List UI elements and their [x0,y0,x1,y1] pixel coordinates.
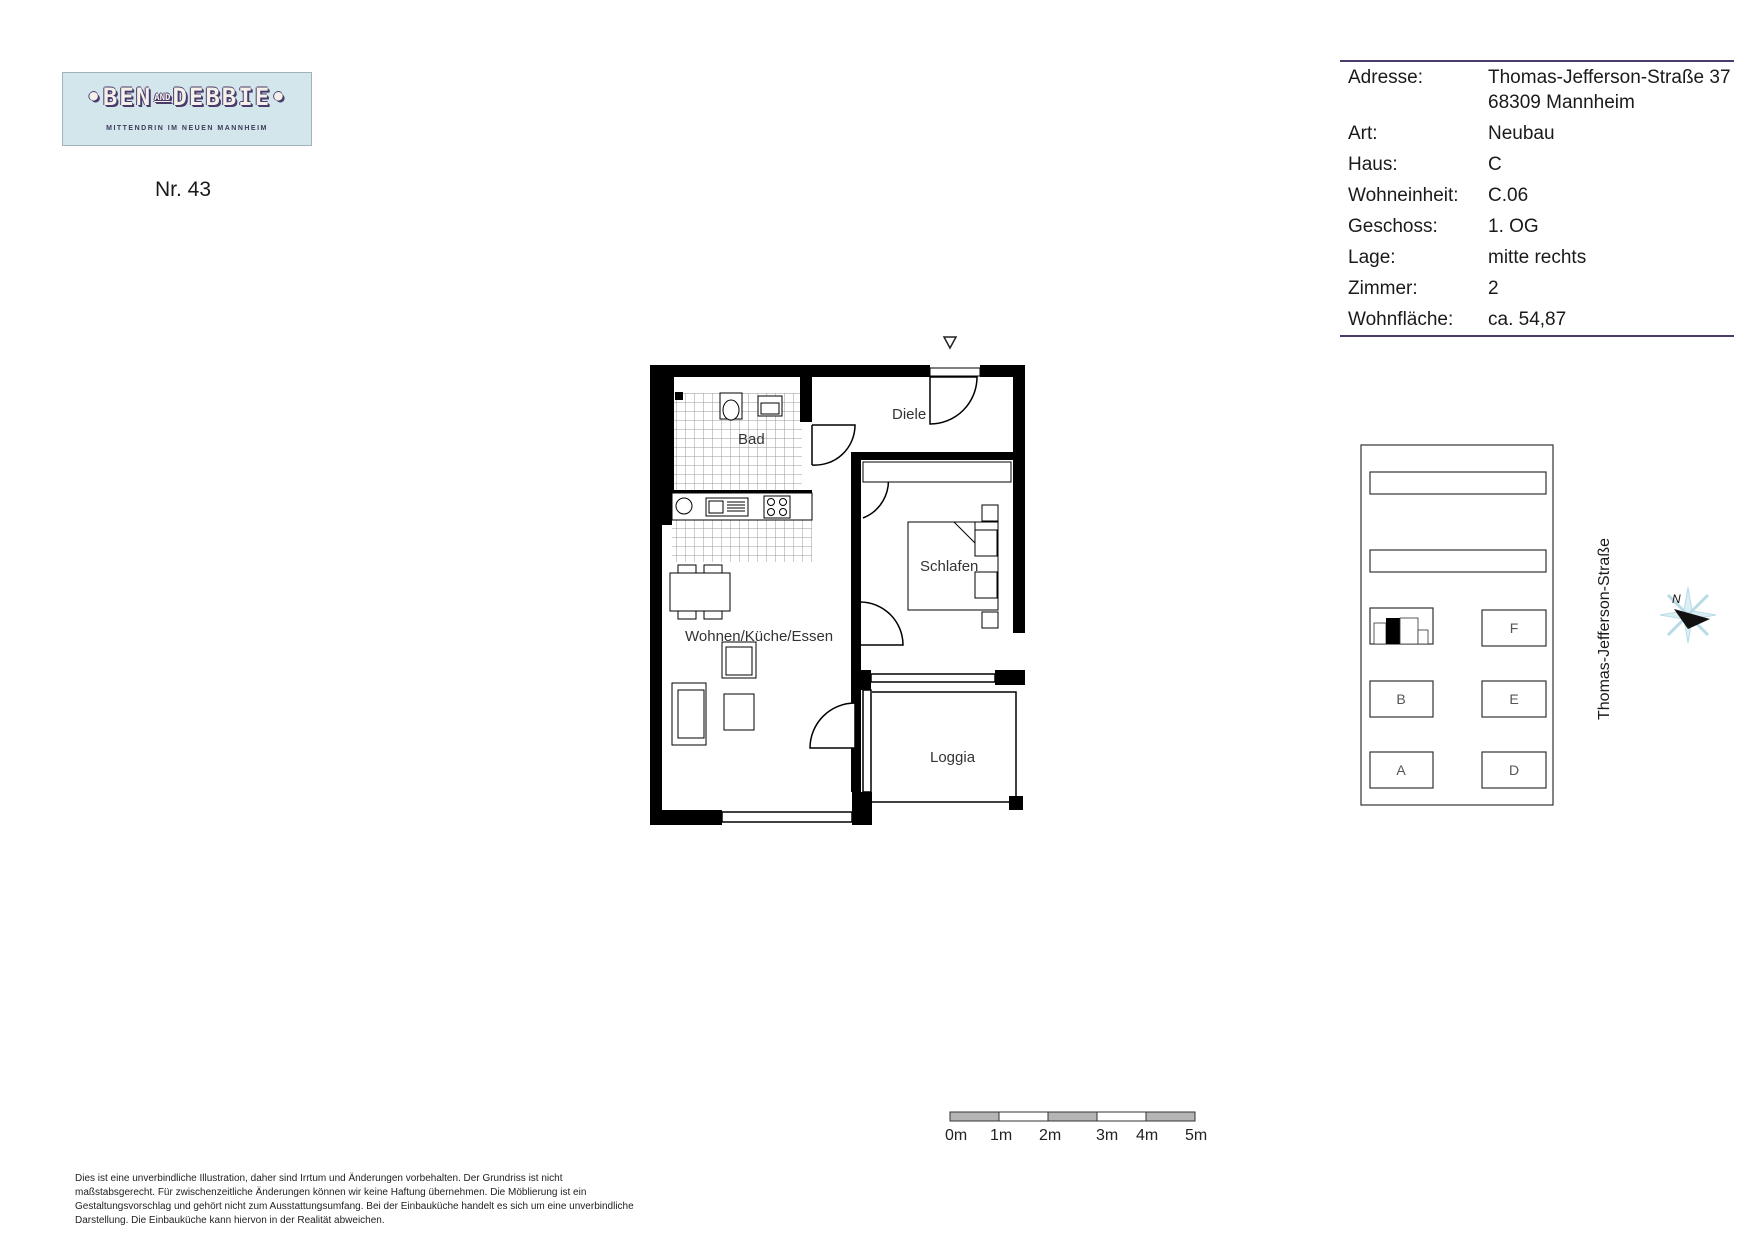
wall [662,495,672,525]
scale-label: 3m [1096,1127,1119,1144]
table-bottom-rule [1340,335,1734,337]
room-label-diele: Diele [892,406,927,423]
room-label-bad: Bad [738,431,765,448]
wall [851,670,871,690]
kitchen-tiles [672,520,812,562]
disclaimer: Dies ist eine unverbindliche Illustration, daher sind Irrtum und Änderungen vorbehalten. Der Grundriss ist nicht maßstabsgerecht. Für zwischenzeitliche Änderungen können wir keine Haftung übernehmen. Die Möblierung ist ein Gestaltungsvorschlag und gehört nicht zum Ausstattungsumfang. Bei der Einbauküche handelt es sich um eine unverbindliche Darstellung. Die Einbauküche kann hiervon in der Realität abweichen. [75,1173,634,1226]
floor-plan [650,340,1050,830]
wall [852,792,872,825]
info-value [1488,65,1734,115]
loggia-door-window [863,690,871,792]
building-block [1370,550,1546,572]
bath-door [812,425,855,465]
washer-icon [676,498,692,514]
loggia-door [810,703,855,748]
info-label: Wohneinheit: [1348,185,1459,206]
compass-icon [1658,585,1718,645]
coffee-table [724,694,754,730]
wall [650,365,662,825]
logo-word-and: AND [154,93,171,103]
info-value: ca. 54,87 [1488,309,1567,330]
wall [662,377,674,497]
window [871,674,995,682]
building-label: E [1509,691,1519,707]
info-value: 2 [1488,278,1499,299]
address-street: Thomas-Jefferson-Straße 37 [1488,67,1731,88]
unit-location-marker [1386,618,1400,644]
logo-dot-left: • [86,83,103,111]
scale-label: 2m [1039,1127,1062,1144]
wall [995,670,1025,685]
scale-bar [945,1110,1218,1162]
building-label: F [1509,620,1519,636]
room-label-schlafen: Schlafen [920,558,979,575]
wall [800,377,812,422]
info-row [1340,304,1734,335]
window [722,812,852,822]
info-row [1340,273,1734,304]
info-table [1340,60,1734,337]
info-row-address [1340,62,1734,118]
info-label: Geschoss: [1348,216,1438,237]
bedroom-door-2 [860,602,903,645]
scale-label: 4m [1136,1127,1159,1144]
room-label-wohnen: Wohnen/Küche/Essen [685,628,834,645]
floor-drain-icon [675,392,683,400]
door-frame [930,368,980,376]
info-value: 1. OG [1488,216,1539,237]
brand-logo [62,72,312,146]
info-value: mitte rechts [1488,247,1587,268]
info-label: Zimmer: [1348,278,1418,299]
street-label: Thomas-Jefferson-Straße [1596,538,1613,720]
info-row [1340,211,1734,242]
info-label: Wohnfläche: [1348,309,1454,330]
loggia-outline [872,692,1016,802]
site-plan [1360,440,1560,810]
logo-dot-right: • [271,83,288,111]
info-label: Adresse: [1348,67,1423,88]
logo-tagline: MITTENDRIN IM NEUEN MANNHEIM [106,125,268,132]
unit-number: Nr. 43 [155,178,212,201]
building-block [1370,472,1546,494]
wall [1013,365,1025,633]
logo-word-debbie: DEBBIE [172,83,272,111]
info-label: Art: [1348,123,1378,144]
room-label-loggia: Loggia [930,749,976,766]
wardrobe [863,462,1011,482]
logo-word-ben: BEN [102,83,153,111]
building-label: A [1396,762,1406,778]
info-value: Neubau [1488,123,1555,144]
entrance-marker-icon [944,337,956,348]
building-c [1370,608,1433,644]
info-row [1340,180,1734,211]
scale-label: 1m [990,1127,1013,1144]
logo-wordmark [63,83,311,111]
building-label: B [1396,691,1406,707]
wall [851,452,1013,460]
dining-table [670,565,730,619]
info-value: C [1488,154,1502,175]
scale-label: 5m [1185,1127,1208,1144]
wall [650,810,722,825]
stove-icon [764,496,790,518]
info-row [1340,118,1734,149]
info-value: C.06 [1488,185,1529,206]
info-label: Haus: [1348,154,1398,175]
nightstand [982,505,998,521]
info-row [1340,242,1734,273]
entrance-door [930,377,977,424]
address-city: 68309 Mannheim [1488,92,1635,113]
info-label: Lage: [1348,247,1396,268]
scale-label: 0m [945,1127,968,1144]
info-row [1340,149,1734,180]
compass-north-label: N [1672,592,1681,606]
wall [650,365,930,377]
nightstand [982,612,998,628]
building-label: D [1508,762,1520,778]
